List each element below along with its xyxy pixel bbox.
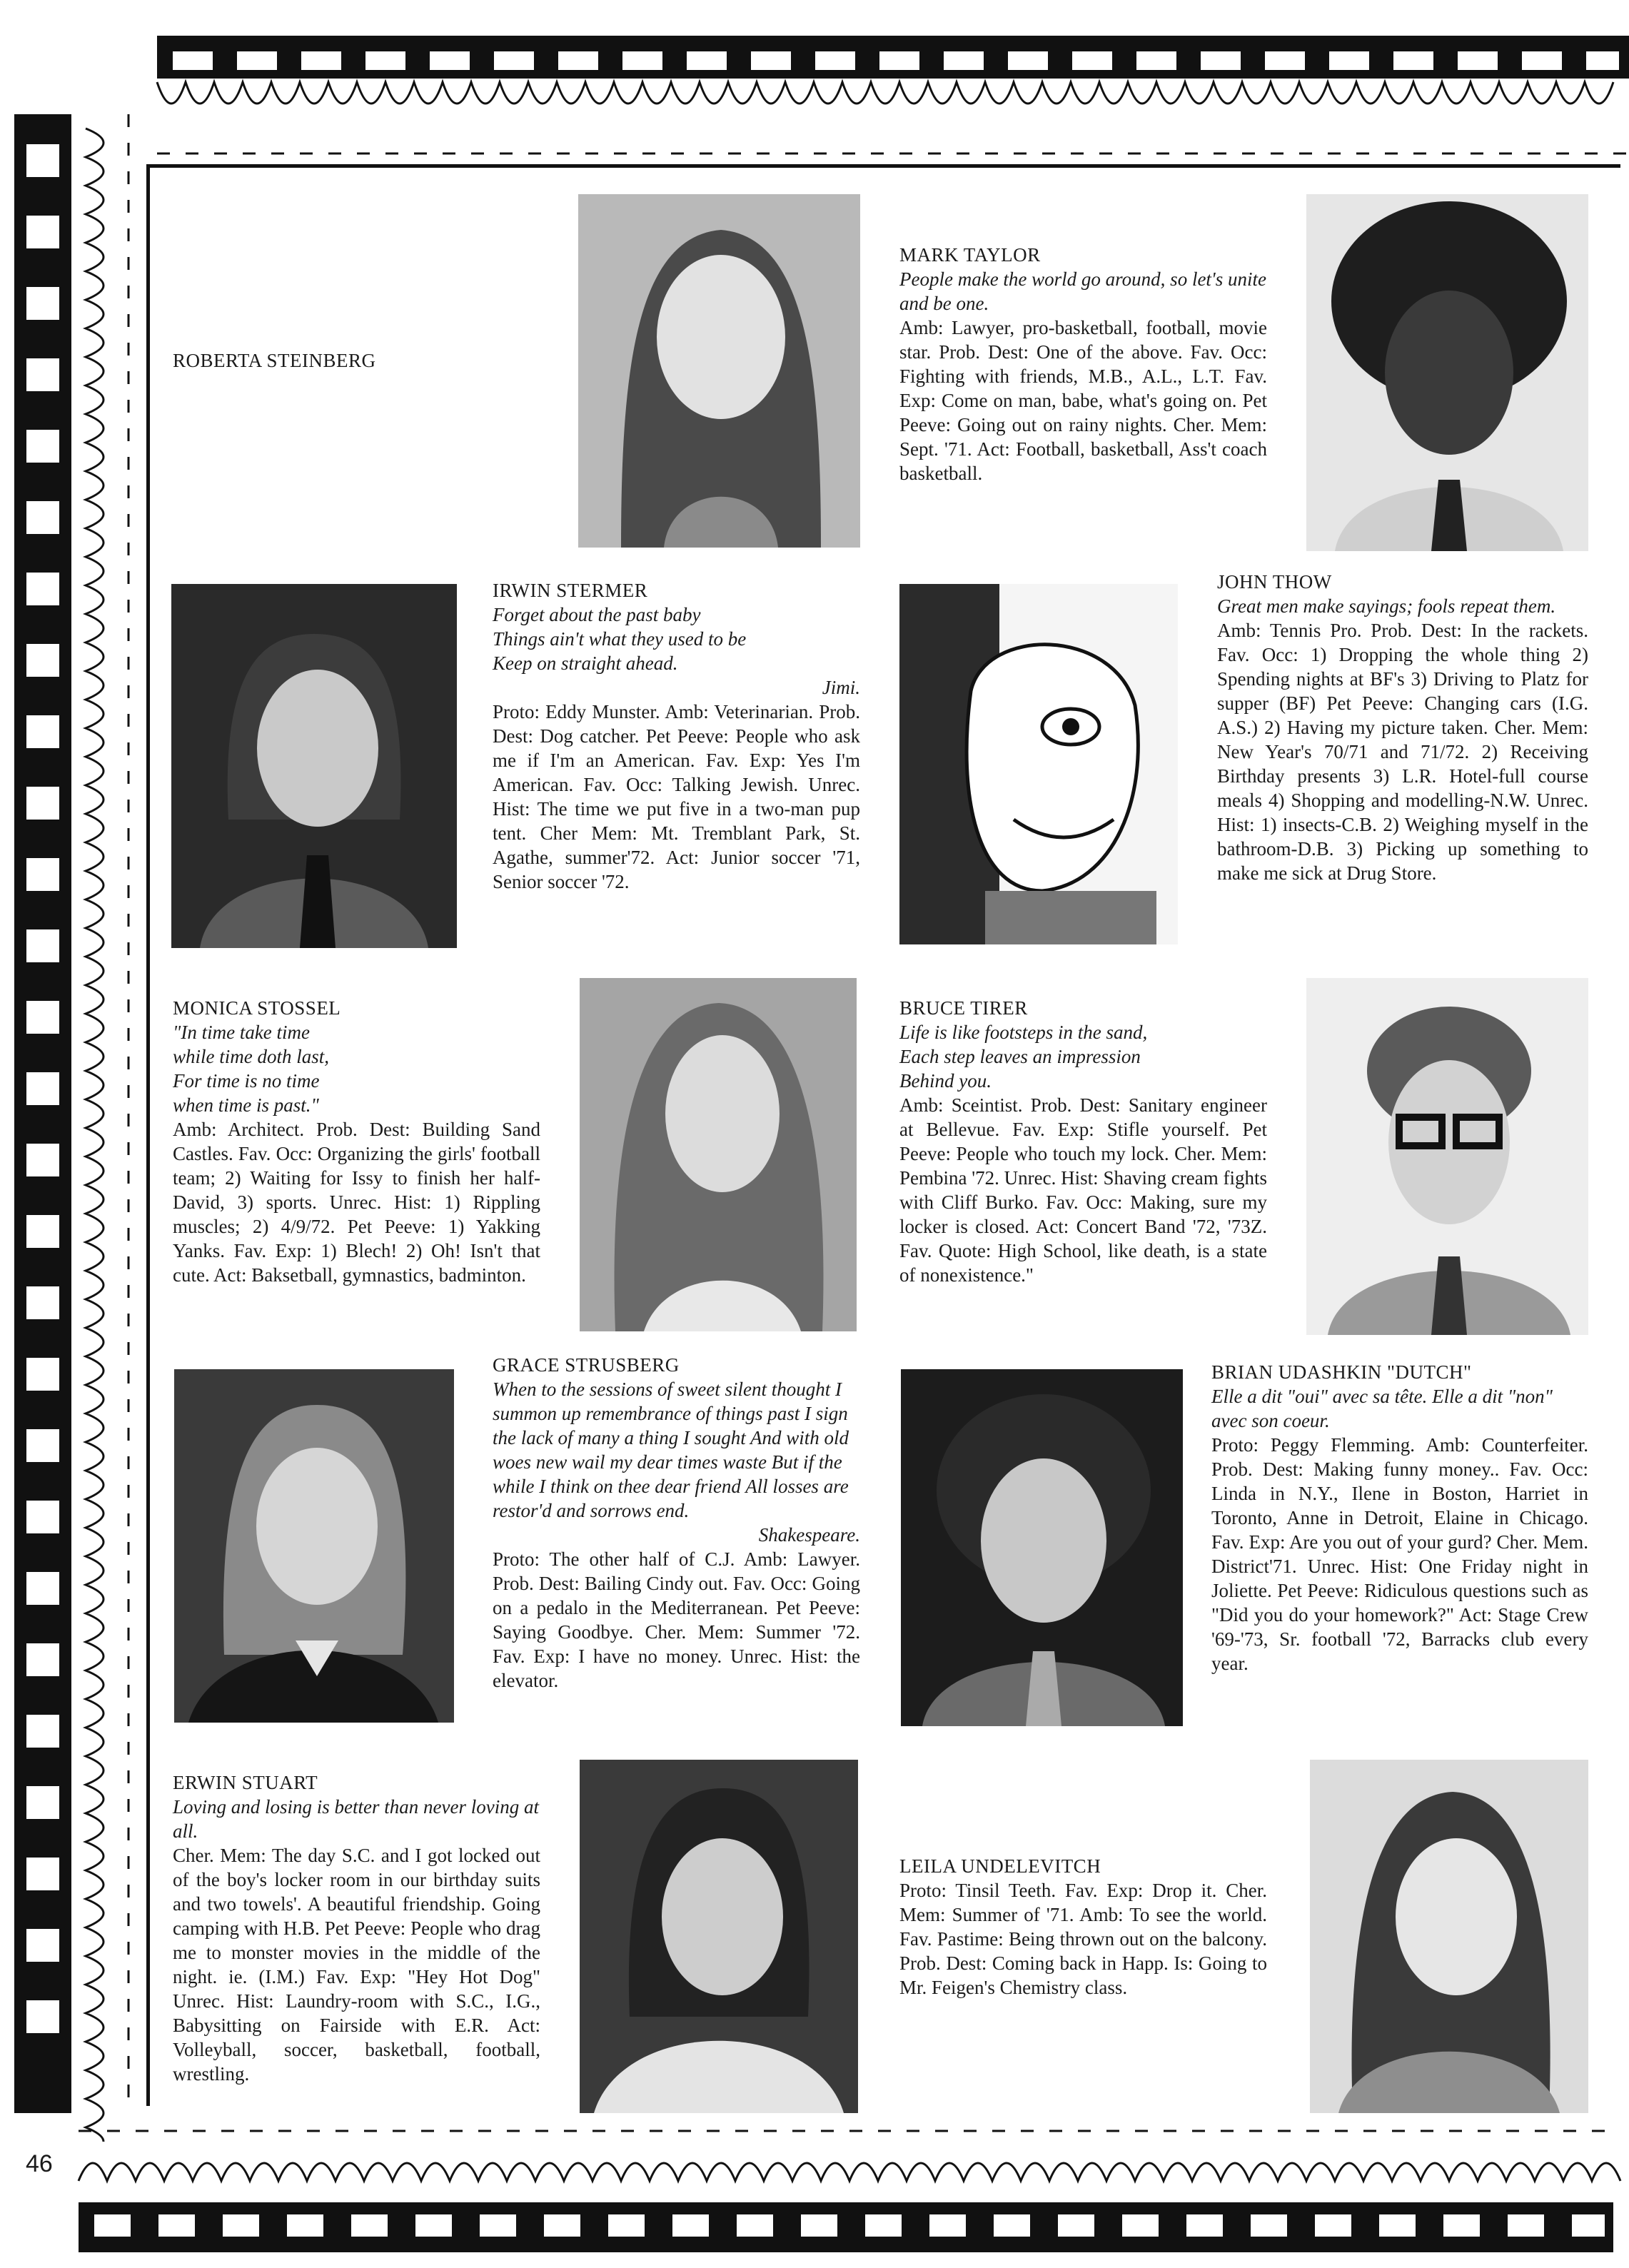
student-bio: Amb: Lawyer, pro-basketball, football, movie star. Prob. Dest: One of the above. Fav. Occ: Fighting with friends, M.B., A.L., L.T. Fav. Exp: Come on man, babe, what's going on. Pet Peeve: Going out on rainy nights. Cher. Mem: Sept. '71. Act: Football, basketball, Ass't coach basketball. [899,317,1267,484]
student-quote: Life is like footsteps in the sand, Each step leaves an impression Behind you. [899,1022,1148,1092]
student-name: JOHN THOW [1217,571,1332,593]
page-number: 46 [26,2150,53,2177]
student-quote: Loving and losing is better than never loving at all. [173,1796,539,1842]
decorative-border-top [29,29,1629,178]
student-entry-irwin-stermer [493,578,860,894]
portrait-photo-bruce-tirer [1306,978,1588,1335]
portrait-photo-roberta-steinberg [578,194,860,548]
quote-attribution: Jimi. [822,677,860,698]
decorative-border-left [0,43,150,2142]
student-name: MONICA STOSSEL [173,997,341,1019]
student-name: GRACE STRUSBERG [493,1354,680,1376]
student-quote: People make the world go around, so let's unite and be one. [899,268,1266,314]
student-bio: Amb: Architect. Prob. Dest: Building Sand Castles. Fav. Occ: Organizing the girls' football team; 2) Waiting for Issy to finish her half- David, 3) sports. Unrec. Hist: 1) Rippling muscles; 2) 4/9/72. Pet Peeve: 1) Yakking Yanks. Fav. Exp: 1) Blech! 2) Oh! Isn't that cute. Act: Baksetball, gymnastics, badminton. [173,1119,540,1286]
student-entry-brian-udashkin [1211,1360,1588,1675]
student-name: IRWIN STERMER [493,580,648,601]
portrait-photo-monica-stossel [580,978,857,1331]
student-bio: Amb: Tennis Pro. Prob. Dest: In the rackets. Fav. Occ: 1) Dropping the whole thing 2) Spending nights at BF's 3) Driving to Platz for supper (BF) Pet Peeve: Changing cars (I.G. A.S.) 2) Having my picture taken. Cher. Mem: New Year's 70/71 and 71/72. 2) Receiving Birthday presents 3) L.R. Hotel-full course meals 4) Shopping and modelling-N.W. Unrec. Hist: 1) insects-C.B. 2) Weighing myself in the bathroom-D.B. 3) Picking up something to make me sick at Drug Store. [1217,620,1588,884]
student-quote: Forget about the past baby Things ain't what they used to be Keep on straight ahead. [493,604,747,674]
portrait-photo-leila-undelevitch [1310,1760,1588,2113]
student-entry-erwin-stuart [173,1770,540,2086]
student-bio: Amb: Sceintist. Prob. Dest: Sanitary engineer at Bellevue. Fav. Exp: Stifle yourself. Pet Peeve: People who touch my lock. Cher. Mem: Pembina '72. Unrec. Hist: Shaving cream fights with Cliff Burko. Fav. Occ: Making, sure my locker is closed. Act: Concert Band '72, '73Z. Fav. Quote: High School, like death, is a state of nonexistence." [899,1094,1267,1286]
student-name: ERWIN STUART [173,1772,318,1793]
student-quote: When to the sessions of sweet silent thought I summon up remembrance of things past I sign the lack of many a thing I sought And with old woes new wail my dear times waste But if the while I think on thee dear friend All losses are restor'd and sorrows end. [493,1379,849,1521]
portrait-photo-grace-strusberg [174,1369,454,1723]
student-quote: Great men make sayings; fools repeat them. [1217,595,1556,617]
decorative-border-bottom [64,2102,1629,2268]
student-quote: "In time take time while time doth last, For time is no time when time is past." [173,1022,329,1116]
portrait-photo-brian-udashkin [901,1369,1183,1726]
student-entry-monica-stossel [173,996,540,1287]
student-entry-grace-strusberg [493,1353,860,1693]
quote-attribution: Shakespeare. [758,1524,860,1546]
student-entry-leila-undelevitch [899,1854,1267,2000]
student-quote: Elle a dit "oui" avec sa tête. Elle a dit "non" avec son coeur. [1211,1386,1553,1431]
student-entry-bruce-tirer [899,996,1267,1287]
student-name: BRUCE TIRER [899,997,1028,1019]
student-bio: Proto: The other half of C.J. Amb: Lawyer. Prob. Dest: Bailing Cindy out. Fav. Occ: Going on a pedalo in the Mediterranean. Pet Peeve: Saying Goodbye. Cher. Mem: Summer '72. Fav. Exp: I have no money. Unrec. Hist: the elevator. [493,1548,860,1691]
student-name: BRIAN UDASHKIN "DUTCH" [1211,1361,1472,1383]
portrait-photo-mark-taylor [1306,194,1588,551]
student-bio: Proto: Eddy Munster. Amb: Veterinarian. Prob. Dest: Dog catcher. Pet Peeve: People who ask me if I'm an American. Fav. Exp: Yes I'm American. Fav. Occ: Talking Jewish. Unrec. Hist: The time we put five in a two-man pup tent. Cher Mem: Mt. Tremblant Park, St. Agathe, summer'72. Act: Junior soccer '71, Senior soccer '72. [493,701,860,892]
student-bio: Proto: Peggy Flemming. Amb: Counterfeiter. Prob. Dest: Making funny money.. Fav. Occ: Linda in N.Y., Ilene in Boston, Harriet in Toronto, Anne in Detroit, Elaine in Chicago. Fav. Exp: Are you out of your gurd? Cher. Mem. District'71. Unrec. Hist: One Friday night in Joliette. Pet Peeve: Ridiculous questions such as "Did you do your homework?" Act: Stage Crew '69-'73, Sr. football '72, Barracks club every year. [1211,1434,1588,1674]
portrait-photo-irwin-stermer [171,584,457,948]
student-name: ROBERTA STEINBERG [173,350,376,371]
student-bio: Proto: Tinsil Teeth. Fav. Exp: Drop it. Cher. Mem: Summer of '71. Amb: To see the world. Fav. Pastime: Being thrown out on the balcony. Prob. Dest: Coming back in Happ. Is: Going to Mr. Feigen's Chemistry class. [899,1880,1267,1998]
student-name: LEILA UNDELEVITCH [899,1855,1101,1877]
drawing-john-thow [899,584,1178,944]
student-entry-john-thow [1217,570,1588,885]
student-name: MARK TAYLOR [899,244,1041,266]
student-bio: Cher. Mem: The day S.C. and I got locked out of the boy's locker room in our birthday suits and two towels'. A beautiful friendship. Going camping with H.B. Pet Peeve: People who drag me to monster movies in the middle of the night. ie. (I.M.) Fav. Exp: "Hey Hot Dog" Unrec. Hist: Laundry-room with S.C., I.G., Babysitting on Fairside with E.R. Act: Volleyball, soccer, basketball, football, wrestling. [173,1845,540,2085]
portrait-photo-erwin-stuart [580,1760,858,2113]
student-entry-mark-taylor [899,243,1267,485]
